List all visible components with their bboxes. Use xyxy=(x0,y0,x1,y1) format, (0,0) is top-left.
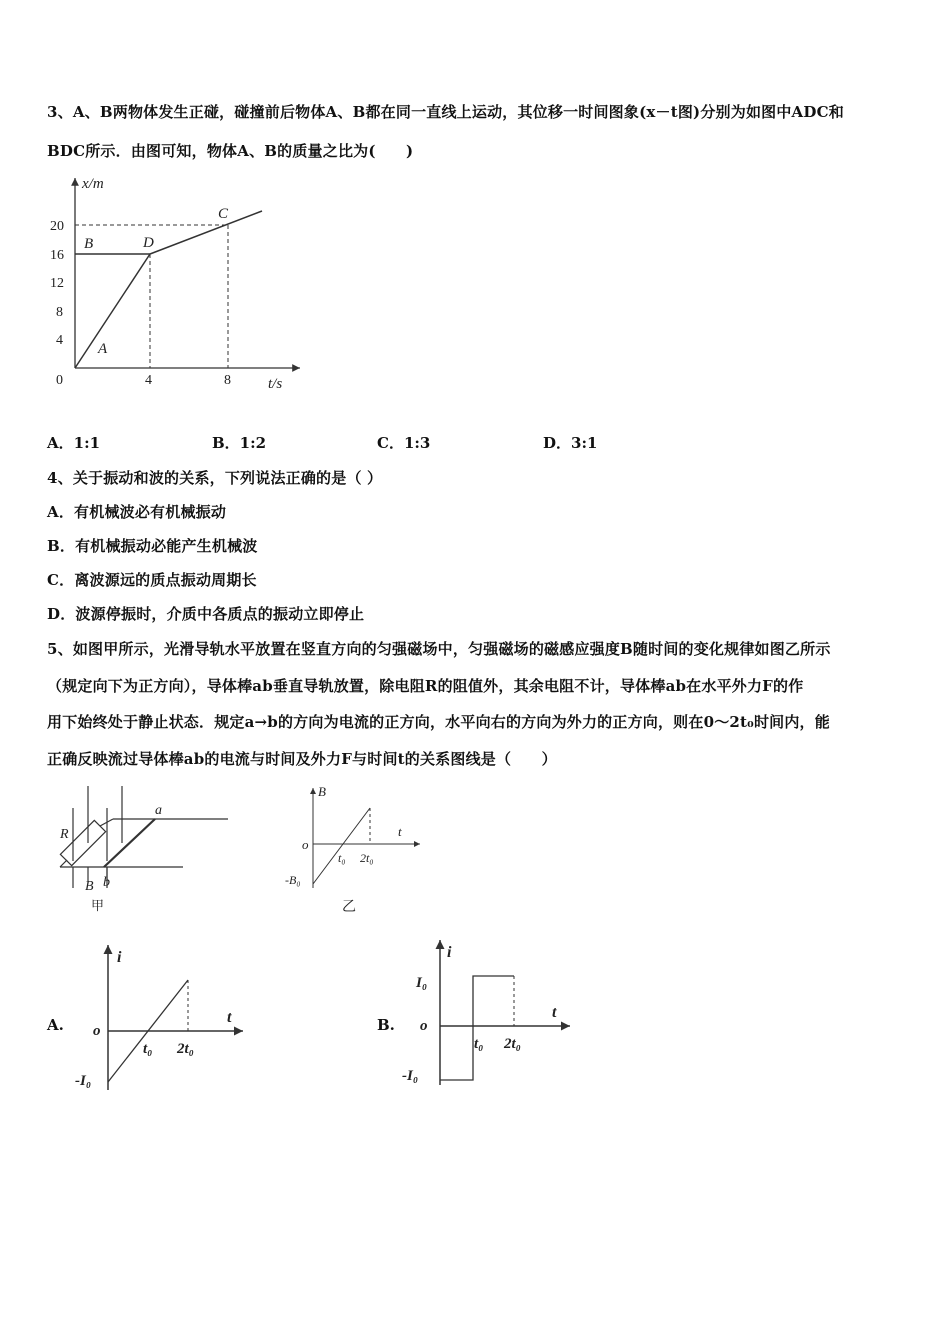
q5-stem-line4: 正确反映流过导体棒ab的电流与时间及外力F与时间t的关系图线是（ ） xyxy=(47,750,557,768)
graph-label: B xyxy=(84,236,94,252)
graph-label: x/m xyxy=(82,176,104,192)
graph-label: t xyxy=(552,1004,557,1021)
graph-label: 12 xyxy=(50,276,64,291)
graph-label: 4 xyxy=(145,373,152,388)
q3-option-c[interactable]: C．1:3 xyxy=(377,434,431,452)
graph-label: C xyxy=(218,206,229,222)
graph-label: t xyxy=(227,1009,232,1026)
figure-yi-b-t-graph xyxy=(280,783,430,918)
graph-label: 16 xyxy=(50,248,64,263)
graph-label: -I₀ xyxy=(75,1073,92,1089)
graph-label: b xyxy=(103,875,110,890)
graph-label: I₀ xyxy=(416,975,428,991)
q3-option-a[interactable]: A．1:1 xyxy=(47,434,101,452)
graph-label: 8 xyxy=(224,373,231,388)
q4-option-a[interactable]: A．有机械波必有机械振动 xyxy=(47,503,227,521)
q3-xt-graph xyxy=(40,170,310,400)
graph-label: 0 xyxy=(56,373,63,388)
graph-label: 4 xyxy=(56,333,63,348)
graph-label: t₀ xyxy=(143,1041,153,1057)
q4-option-b[interactable]: B．有机械振动必能产生机械波 xyxy=(47,537,258,555)
q3-stem-line1: 3、A、B两物体发生正碰，碰撞前后物体A、B都在同一直线上运动，其位移一时间图象(x－t图)分别为如图中ADC和 xyxy=(47,103,844,121)
figure-jia-rail-circuit xyxy=(55,783,235,918)
graph-label: -B₀ xyxy=(285,873,301,887)
q5-stem-line1: 5、如图甲所示，光滑导轨水平放置在竖直方向的匀强磁场中，匀强磁场的磁感应强度B随时间的变化规律如图乙所示 xyxy=(47,640,831,658)
q5-option-b-graph[interactable] xyxy=(400,935,580,1095)
graph-label: 2t₀ xyxy=(177,1041,194,1057)
graph-label: 2t₀ xyxy=(360,851,374,865)
graph-label: 乙 xyxy=(342,900,356,915)
graph-label: i xyxy=(117,949,122,966)
graph-label: B xyxy=(85,879,94,894)
graph-label: R xyxy=(60,827,69,842)
q5-option-a-graph[interactable] xyxy=(75,940,255,1095)
graph-label: 8 xyxy=(56,305,63,320)
q5-stem-line2: （规定向下为正方向），导体棒ab垂直导轨放置，除电阻R的阻值外，其余电阻不计，导体棒ab在水平外力F的作 xyxy=(47,677,804,695)
q3-stem-line2: BDC所示．由图可知，物体A、B的质量之比为( ) xyxy=(47,142,414,160)
graph-label: t xyxy=(398,824,402,839)
q3-option-b[interactable]: B．1:2 xyxy=(212,434,267,452)
graph-label: A xyxy=(98,341,108,357)
graph-label: o xyxy=(420,1018,428,1034)
graph-label: a xyxy=(155,803,162,818)
q4-option-c[interactable]: C．离波源远的质点振动周期长 xyxy=(47,571,257,589)
q3-option-d[interactable]: D．3:1 xyxy=(543,434,598,452)
q5-option-a-label[interactable]: A. xyxy=(47,1016,64,1034)
graph-label: 2t₀ xyxy=(504,1036,521,1052)
graph-label: t₀ xyxy=(474,1036,484,1052)
graph-label: o xyxy=(93,1023,101,1039)
graph-label: o xyxy=(302,837,309,852)
q4-stem: 4、关于振动和波的关系，下列说法正确的是（ ） xyxy=(47,469,383,487)
graph-label: i xyxy=(447,944,452,961)
graph-label: B xyxy=(318,784,326,799)
graph-label: t₀ xyxy=(338,851,346,865)
graph-label: 20 xyxy=(50,219,64,234)
graph-label: D xyxy=(143,235,154,251)
q5-stem-line3: 用下始终处于静止状态．规定a→b的方向为电流的正方向，水平向右的方向为外力的正方向，则在0～2t₀时间内，能 xyxy=(47,713,830,731)
q4-option-d[interactable]: D．波源停振时，介质中各质点的振动立即停止 xyxy=(47,605,365,623)
graph-label: 甲 xyxy=(91,898,105,913)
graph-label: -I₀ xyxy=(402,1068,419,1084)
q5-option-b-label[interactable]: B. xyxy=(377,1016,395,1034)
graph-label: t/s xyxy=(268,376,283,392)
